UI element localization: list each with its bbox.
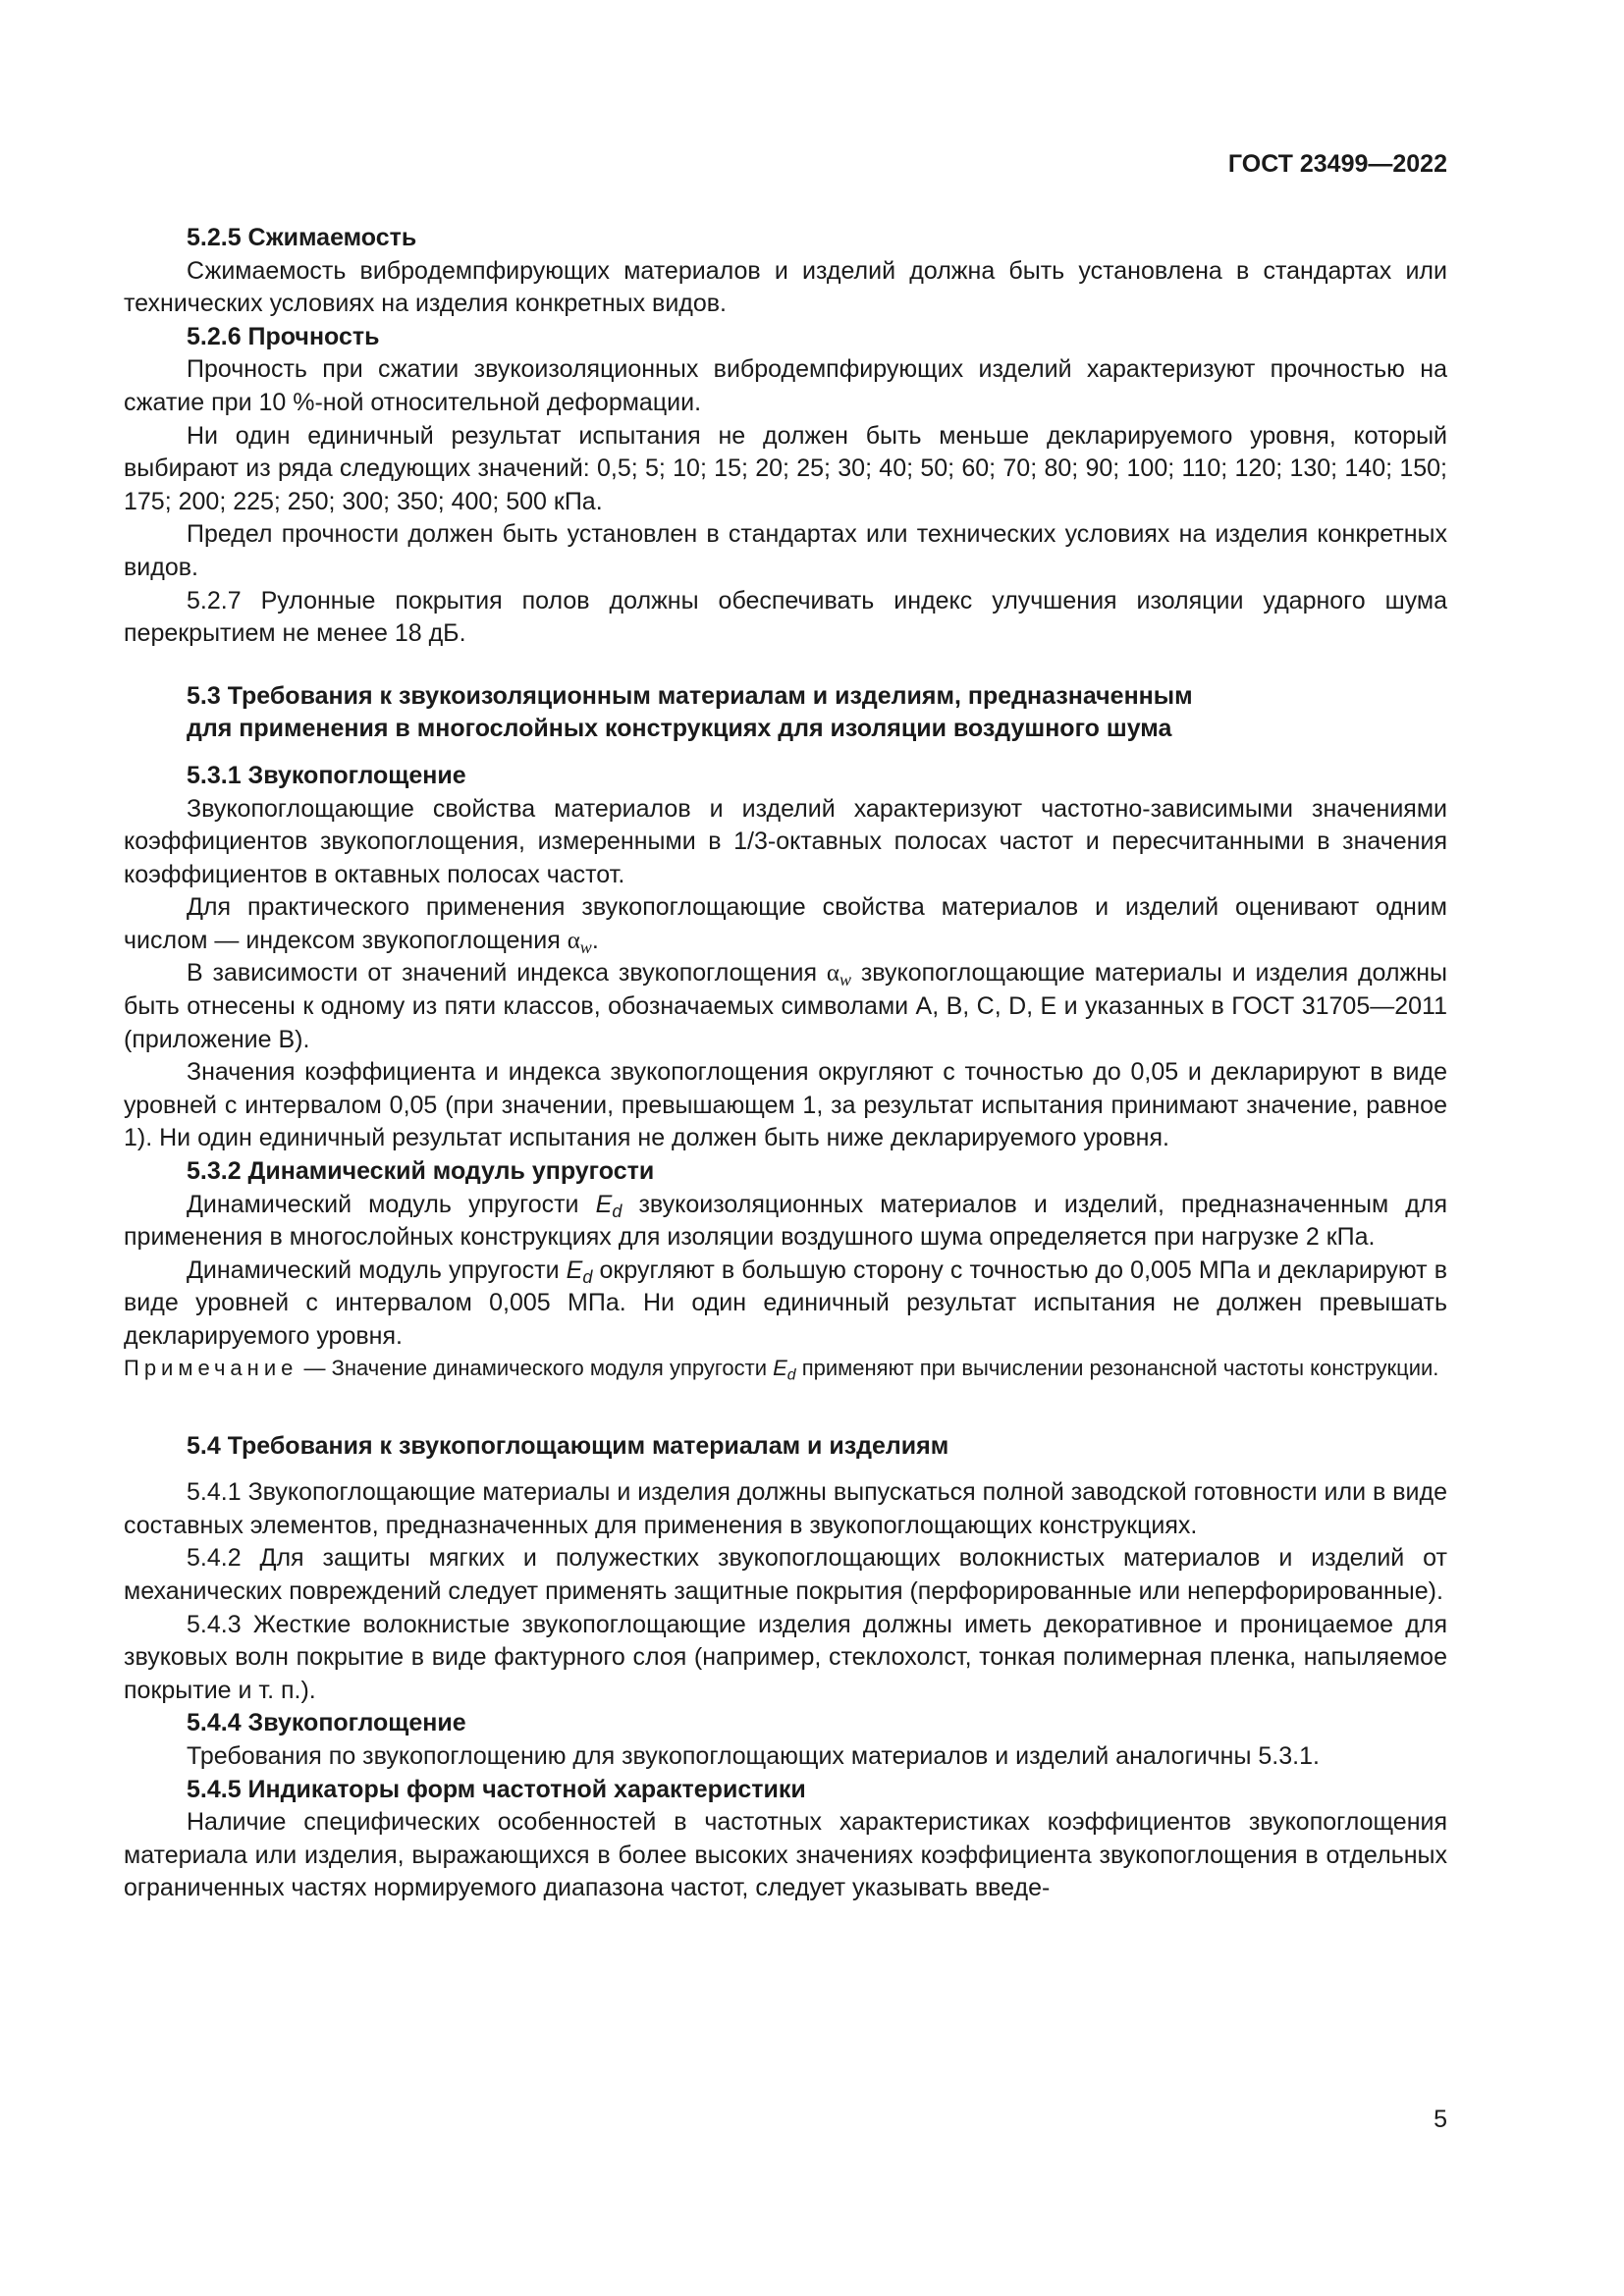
heading-5-3-line-1: 5.3 Требования к звукоизоляционным материалам и изделиям, предназначенным [187,681,1193,710]
ed-symbol [773,1355,796,1384]
document-code-header: ГОСТ 23499—2022 [1227,150,1447,178]
symbol-base: E [566,1255,583,1284]
paragraph-5-2-7: 5.2.7 Рулонные покрытия полов должны обеспечивать индекс улучшения изоляции ударного шума перекрытием не менее 18 дБ. [124,586,1447,648]
paragraph-5-4-1: 5.4.1 Звукопоглощающие материалы и изделия должны выпускаться полной заводской готовности или в виде составных элементов, предназначенных для применения в звукопоглощающих конструкциях. [124,1478,1447,1539]
paragraph-5-3-2-1 [124,1189,1447,1255]
paragraph-5-2-6-2: Ни один единичный результат испытания не должен быть меньше декларируемого уровня, который выбирают из ряда следующих значений: 0,5; 5; 10; 15; 20; 25; 30; 40; 50; 60; 70; 80; 90; 100; 110; 120; 130; 140; 150; 175; 200; 225; 250; 300; 350; 400; 500 кПа. [124,421,1447,515]
note-label: Примечание [124,1355,298,1380]
text-run: В зависимости от значений индекса звукопоглощения [187,959,827,988]
heading-5-3-1: 5.3.1 Звукопоглощение [187,761,466,789]
symbol-subscript: d [786,1366,796,1384]
text-run: звукопоглощающие материалы и изделия должны быть отнесены к одному из пяти классов, обозначаемых символами А, В, С, D, Е и указанных в ГОСТ 31705—2011 (приложение В). [124,959,1447,1053]
heading-5-3-line-2: для применения в многослойных конструкциях для изоляции воздушного шума [187,715,1172,743]
symbol-subscript: w [579,936,592,957]
symbol-base: α [826,960,839,988]
text-run: применяют при вычислении резонансной частоты конструкции. [795,1355,1439,1380]
symbol-base: α [567,927,580,954]
heading-5-3-2: 5.3.2 Динамический модуль упругости [187,1157,655,1186]
symbol-subscript: w [839,970,851,990]
alpha-w-symbol [826,960,851,990]
symbol-subscript: d [612,1201,623,1221]
text-run: . [591,926,599,954]
paragraph-5-2-6-3: Предел прочности должен быть установлен в стандартах или технических условиях на изделия конкретных видов. [124,520,1447,581]
paragraph-5-4-3: 5.4.3 Жесткие волокнистые звукопоглощающие изделия должны иметь декоративное и проницаемое для звуковых волн покрытие в виде фактурного слоя (например, стеклохолст, тонкая полимерная пленка, напыляемое покрытие и т. п.). [124,1610,1447,1704]
symbol-base: E [773,1355,787,1380]
paragraph-5-2-5: Сжимаемость вибродемпфирующих материалов и изделий должна быть установлена в стандартах или технических условиях на изделия конкретных видов. [124,256,1447,318]
text-run: Динамический модуль упругости [187,1255,567,1284]
ed-symbol [595,1190,623,1221]
text-run: звукоизоляционных материалов и изделий, предназначенным для применения в многослойных конструкциях для изоляции воздушного шума определяется при нагрузке 2 кПа. [124,1190,1447,1252]
paragraph-5-4-2: 5.4.2 Для защиты мягких и полужестких звукопоглощающих волокнистых материалов и изделий от механических повреждений следует применять защитные покрытия (перфорированные или неперфорированные). [124,1544,1447,1605]
paragraph-5-3-1-4: Значения коэффициента и индекса звукопоглощения округляют с точностью до 0,05 и декларируют в виде уровней с интервалом 0,05 (при значении, превышающем 1, за результат испытания принимают значение, равное 1). Ни один единичный результат испытания не должен быть ниже декларируемого уровня. [124,1058,1447,1152]
text-run: округляют в большую сторону с точностью до 0,005 МПа и декларируют в виде уровней с интервалом 0,005 МПа. Ни один единичный результат испытания не должен превышать декларируемого уровня. [124,1255,1447,1350]
heading-5-4: 5.4 Требования к звукопоглощающим материалам и изделиям [187,1431,949,1460]
ed-symbol [566,1255,593,1287]
heading-5-4-5: 5.4.5 Индикаторы форм частотной характеристики [187,1775,806,1803]
note-5-3-2 [124,1354,1447,1383]
paragraph-5-3-1-1: Звукопоглощающие свойства материалов и изделий характеризуют частотно-зависимыми значениями коэффициентов звукопоглощения, измеренными в 1/3-октавных полосах частот и пересчитанными в значения коэффициентов в октавных полосах частот. [124,794,1447,888]
text-run: Динамический модуль упругости [187,1190,596,1218]
symbol-subscript: d [582,1266,593,1287]
paragraph-5-4-5: Наличие специфических особенностей в частотных характеристиках коэффициентов звукопоглощения материала или изделия, выражающихся в более высоких значениях коэффициента звукопоглощения в отдельных ограниченных частях нормируемого диапазона частот, следует указывать введе- [124,1808,1447,1902]
paragraph-5-4-4: Требования по звукопоглощению для звукопоглощающих материалов и изделий аналогичны 5.3.1. [187,1741,1320,1770]
text-run: Для практического применения звукопоглощающие свойства материалов и изделий оценивают одним числом — индексом звукопоглощения [124,893,1447,954]
paragraph-5-3-2-2 [124,1255,1447,1354]
symbol-base: E [595,1190,613,1218]
paragraph-5-2-6-1: Прочность при сжатии звукоизоляционных вибродемпфирующих изделий характеризуют прочностью на сжатие при 10 %-ной относительной деформации. [124,355,1447,416]
heading-5-4-4: 5.4.4 Звукопоглощение [187,1709,466,1737]
alpha-w-symbol [567,927,592,957]
heading-5-2-6: 5.2.6 Прочность [187,322,380,350]
document-body [124,222,1447,1905]
heading-5-3 [124,680,1447,746]
page-number: 5 [1434,2106,1447,2133]
paragraph-5-3-1-3 [124,957,1447,1056]
text-run: — Значение динамического модуля упругости [298,1355,774,1380]
heading-5-2-5: 5.2.5 Сжимаемость [187,224,417,251]
paragraph-5-3-1-2 [124,891,1447,957]
